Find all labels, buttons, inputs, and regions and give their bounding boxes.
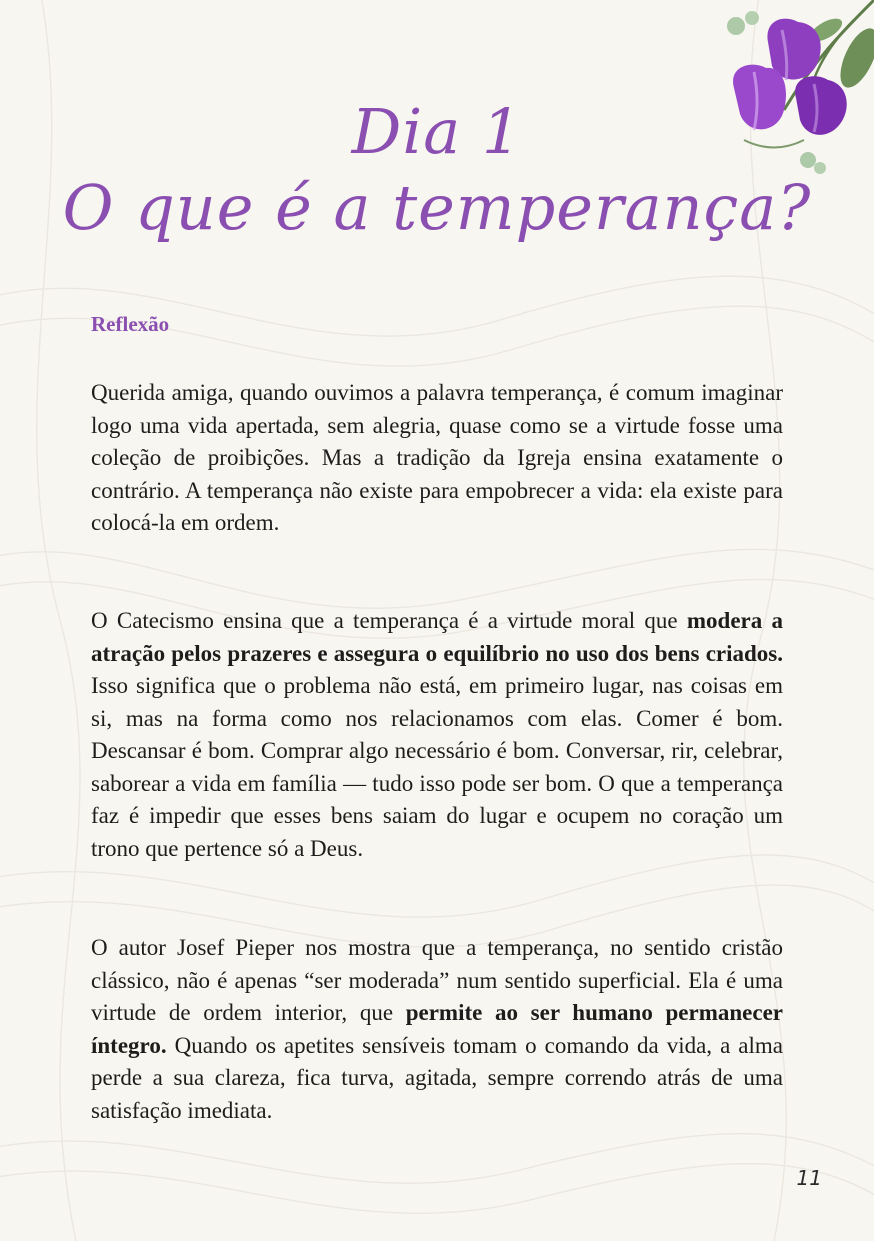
paragraph-2-text-end: Isso significa que o problema não está, em primeiro lugar, nas coisas em si, mas na forma como nos relacionamos com elas. Comer é bom. Descansar é bom. Comprar algo necessário é bom. Conversar, rir, celebrar, saborear a vida em família — tudo isso pode ser bom. O que a temperança faz é impedir que esses bens saiam do lugar e ocupem no coração um trono que pertence só a Deus. [91,673,783,861]
paragraph-2-text-start: O Catecismo ensina que a temperança é a virtude moral que [91,608,687,633]
page-title-question: O que é a temperança? [62,171,812,244]
paragraph-3 [91,932,783,1127]
paragraph-2 [91,605,783,865]
paragraph-3-text-start: O autor Josef Pieper nos mostra que a temperança, no sentido cristão clássico, não é apenas “ser moderada” num sentido superficial. Ela é uma virtude de ordem interior, que [91,935,783,1025]
page-number: 11 [796,1166,822,1190]
section-label: Reflexão [91,312,170,336]
paragraph-2-emphasis: modera a atração pelos prazeres e assegura o equilíbrio no uso dos bens criados. [91,608,783,666]
paragraph-3-emphasis: permite ao ser humano permanecer íntegro. [91,1000,783,1058]
page-title-day: Dia 1 [351,95,523,168]
paragraph-3-text-end: Quando os apetites sensíveis tomam o comando da vida, a alma perde a sua clareza, fica turva, agitada, sempre correndo atrás de uma satisfação imediata. [91,1032,783,1123]
paragraph-1: Querida amiga, quando ouvimos a palavra temperança, é comum imaginar logo uma vida apertada, sem alegria, quase como se a virtude fosse uma coleção de proibições. Mas a tradição da Igreja ensina exatamente o contrário. A temperança não existe para empobrecer a vida: ela existe para colocá-la em ordem. [91,380,783,535]
